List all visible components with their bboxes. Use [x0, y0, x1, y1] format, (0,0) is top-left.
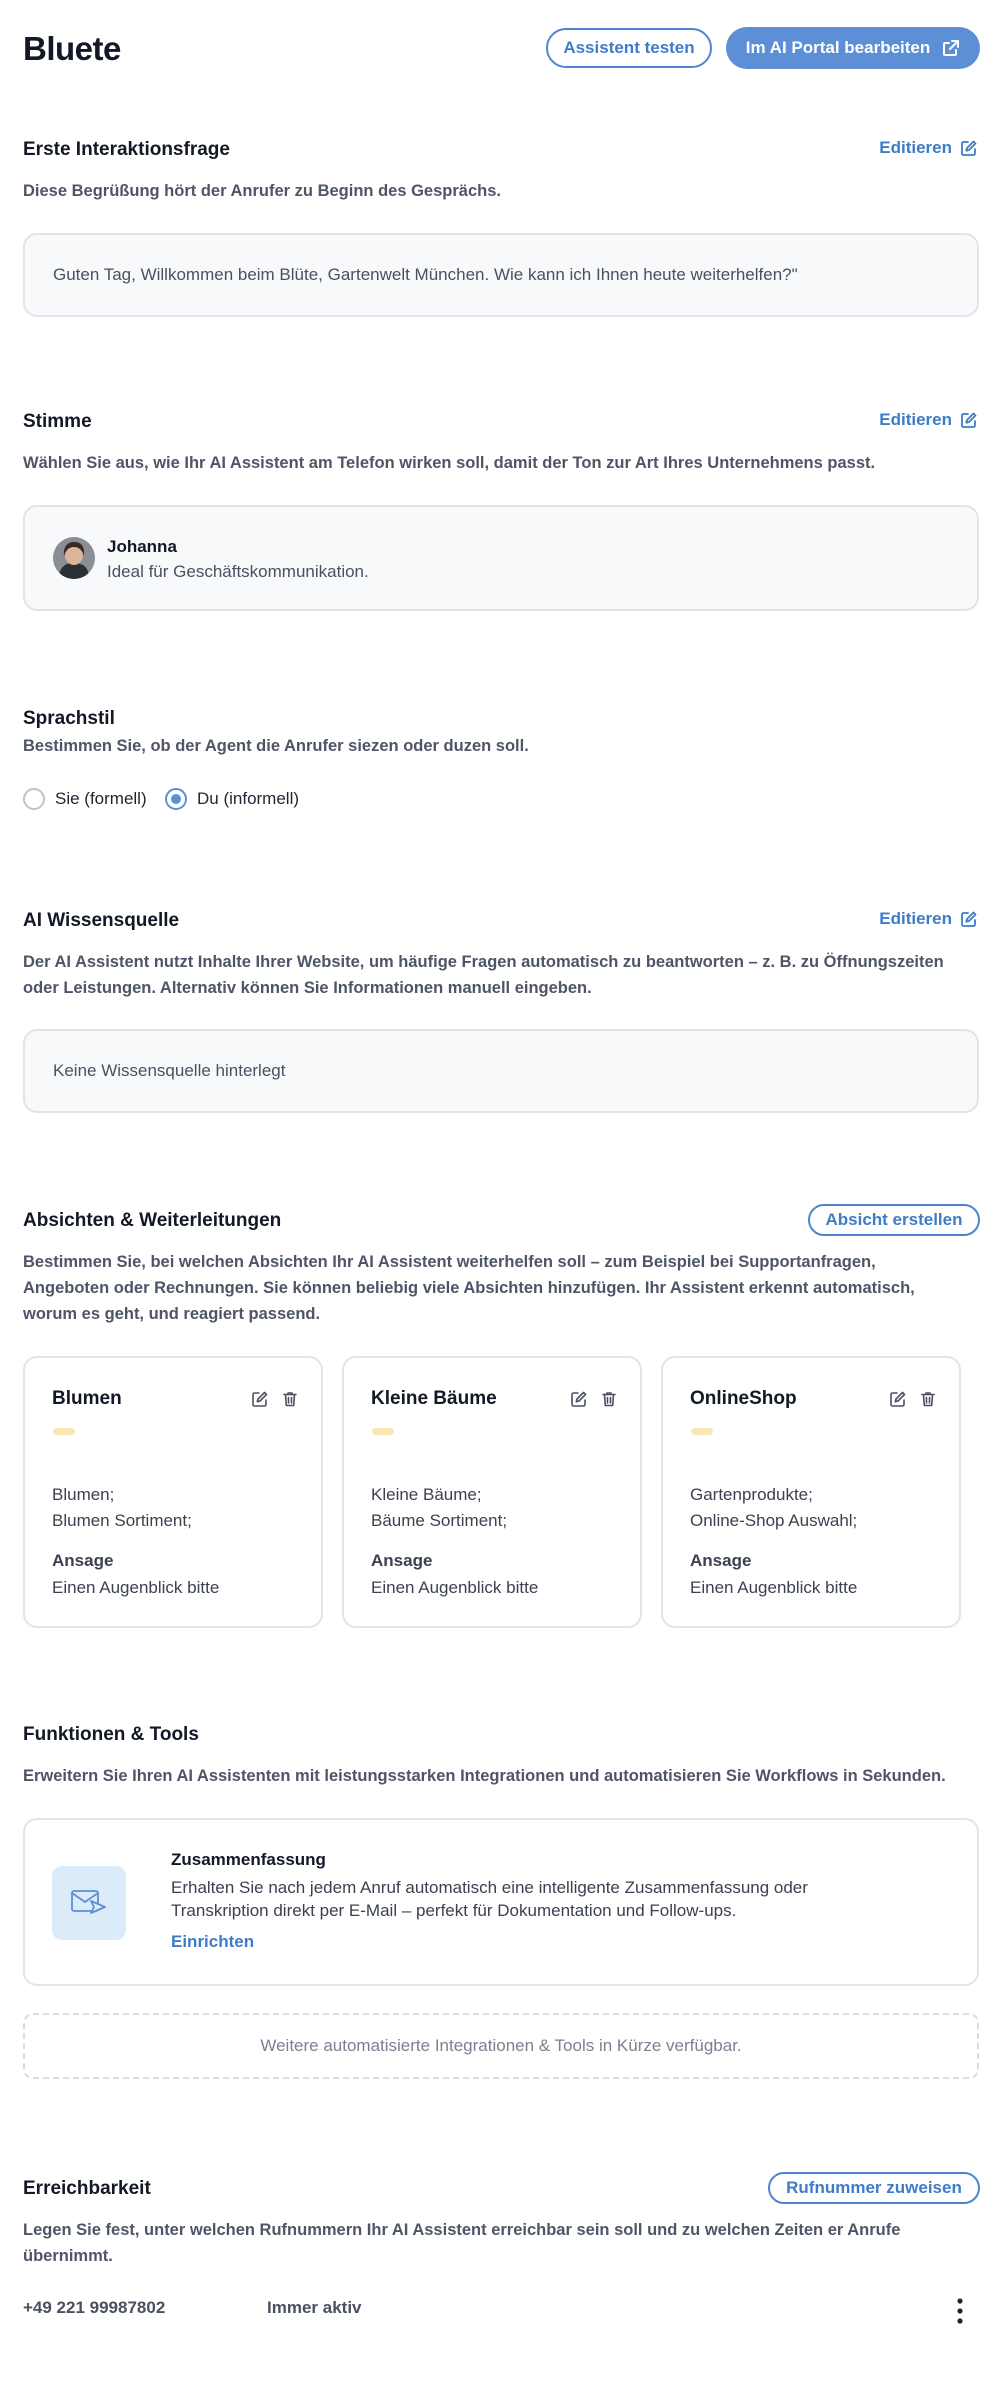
intent-title: OnlineShop	[690, 1388, 797, 1409]
knowledge-empty-text: Keine Wissensquelle hinterlegt	[53, 1061, 286, 1080]
intent-tag	[53, 1428, 75, 1435]
intent-keywords	[690, 1482, 857, 1534]
edit-icon	[960, 139, 978, 157]
intent-keyword: Online-Shop Auswahl;	[690, 1511, 858, 1530]
greeting-edit-label: Editieren	[879, 138, 952, 157]
edit-icon	[960, 411, 978, 429]
reachability-description-2: übernimmt.	[23, 2247, 113, 2265]
summary-tool-description-line: Transkription direkt per E-Mail – perfekt für Dokumentation und Follow-ups.	[171, 1901, 737, 1920]
page-title: Bluete	[23, 30, 121, 67]
portal-button-label: Im AI Portal bearbeiten	[745, 38, 931, 57]
trash-icon[interactable]	[281, 1390, 299, 1408]
summary-tool-description	[171, 1876, 931, 1922]
more-options-icon[interactable]	[954, 2296, 966, 2326]
knowledge-description-1: Der AI Assistent nutzt Inhalte Ihrer Website, um häufige Fragen automatisch zu beantworten – z. B. zu Öffnungszeiten	[23, 953, 944, 971]
tools-heading: Funktionen & Tools	[23, 1724, 199, 1745]
intent-card[interactable]	[342, 1356, 642, 1628]
knowledge-heading: AI Wissensquelle	[23, 910, 180, 931]
radio-formal[interactable]	[23, 788, 147, 810]
voice-name: Johanna	[107, 537, 177, 556]
trash-icon[interactable]	[919, 1390, 937, 1408]
intent-announcement-label: Ansage	[52, 1551, 114, 1570]
voice-card[interactable]	[23, 505, 979, 611]
setup-summary-link[interactable]: Einrichten	[171, 1932, 255, 1951]
trash-icon[interactable]	[600, 1390, 618, 1408]
intent-tag	[372, 1428, 394, 1435]
radio-informal[interactable]	[165, 788, 299, 810]
knowledge-edit-button[interactable]	[879, 909, 978, 929]
knowledge-box	[23, 1029, 979, 1113]
intent-tag	[691, 1428, 713, 1435]
radio-informal-label: Du (informell)	[197, 789, 300, 808]
create-intent-button[interactable]: Absicht erstellen	[808, 1204, 980, 1236]
intents-description-1: Bestimmen Sie, bei welchen Absichten Ihr AI Assistent weiterhelfen soll – zum Beispiel bei Supportanfragen,	[23, 1253, 876, 1271]
intent-announcement-label: Ansage	[371, 1551, 433, 1570]
reachability-heading: Erreichbarkeit	[23, 2178, 151, 2199]
intent-keyword: Blumen Sortiment;	[52, 1511, 192, 1530]
summary-tool-description-line: Erhalten Sie nach jedem Anruf automatisch eine intelligente Zusammenfassung oder	[171, 1878, 808, 1897]
edit-in-portal-button[interactable]	[726, 27, 980, 69]
intent-keyword: Gartenprodukte;	[690, 1485, 813, 1504]
intent-keywords	[371, 1482, 507, 1534]
intent-announcement: Einen Augenblick bitte	[690, 1578, 858, 1597]
knowledge-description-2: oder Leistungen. Alternativ können Sie Informationen manuell eingeben.	[23, 979, 592, 997]
voice-subtitle: Ideal für Geschäftskommunikation.	[107, 562, 369, 581]
avatar	[53, 537, 95, 579]
external-link-icon	[942, 39, 960, 57]
intent-announcement: Einen Augenblick bitte	[52, 1578, 220, 1597]
edit-icon[interactable]	[570, 1390, 588, 1408]
greeting-heading: Erste Interaktionsfrage	[23, 139, 230, 160]
intent-title: Kleine Bäume	[371, 1388, 497, 1409]
intents-description-3: worum es geht, und reagiert passend.	[23, 1305, 321, 1323]
knowledge-edit-label: Editieren	[879, 909, 952, 928]
assign-number-button[interactable]: Rufnummer zuweisen	[768, 2172, 980, 2204]
intent-keyword: Kleine Bäume;	[371, 1485, 482, 1504]
intent-card[interactable]	[23, 1356, 323, 1628]
radio-formal-circle[interactable]	[23, 788, 45, 810]
voice-heading: Stimme	[23, 411, 92, 432]
edit-icon[interactable]	[251, 1390, 269, 1408]
intent-keyword: Bäume Sortiment;	[371, 1511, 508, 1530]
tools-description: Erweitern Sie Ihren AI Assistenten mit leistungsstarken Integrationen und automatisieren Sie Workflows in Sekunden.	[23, 1767, 946, 1785]
mail-send-icon	[69, 1887, 109, 1919]
phone-status: Immer aktiv	[267, 2298, 362, 2317]
intent-keyword: Blumen;	[52, 1485, 115, 1504]
edit-icon	[960, 910, 978, 928]
coming-soon-banner: Weitere automatisierte Integrationen & Tools in Kürze verfügbar.	[23, 2013, 979, 2079]
voice-edit-label: Editieren	[879, 410, 952, 429]
intent-announcement: Einen Augenblick bitte	[371, 1578, 539, 1597]
intents-description-2: Angeboten oder Rechnungen. Sie können beliebig viele Absichten hinzufügen. Ihr Assistent erkennt automatisch,	[23, 1279, 915, 1297]
phone-number: +49 221 99987802	[23, 2298, 166, 2317]
test-assistant-button[interactable]: Assistent testen	[546, 28, 712, 68]
summary-tool-title: Zusammenfassung	[171, 1850, 326, 1869]
greeting-text: Guten Tag, Willkommen beim Blüte, Gartenwelt München. Wie kann ich Ihnen heute weiterhelfen?"	[53, 265, 798, 284]
intent-card[interactable]	[661, 1356, 961, 1628]
intents-heading: Absichten & Weiterleitungen	[23, 1210, 282, 1231]
intent-announcement-label: Ansage	[690, 1551, 752, 1570]
radio-informal-circle[interactable]	[165, 788, 187, 810]
language-style-description: Bestimmen Sie, ob der Agent die Anrufer siezen oder duzen soll.	[23, 737, 529, 755]
reachability-description-1: Legen Sie fest, unter welchen Rufnummern Ihr AI Assistent erreichbar sein soll und zu welchen Zeiten er Anrufe	[23, 2221, 901, 2239]
greeting-edit-button[interactable]	[879, 138, 978, 158]
edit-icon[interactable]	[889, 1390, 907, 1408]
summary-tool-card	[23, 1818, 979, 1986]
greeting-text-box	[23, 233, 979, 317]
voice-description: Wählen Sie aus, wie Ihr AI Assistent am Telefon wirken soll, damit der Ton zur Art Ihres Unternehmens passt.	[23, 454, 876, 472]
intent-keywords	[52, 1482, 192, 1534]
radio-formal-label: Sie (formell)	[55, 789, 147, 808]
summary-tool-icon-box	[52, 1866, 126, 1940]
voice-edit-button[interactable]	[879, 410, 978, 430]
intent-title: Blumen	[52, 1388, 122, 1409]
greeting-description: Diese Begrüßung hört der Anrufer zu Beginn des Gesprächs.	[23, 182, 501, 200]
language-style-heading: Sprachstil	[23, 708, 115, 729]
